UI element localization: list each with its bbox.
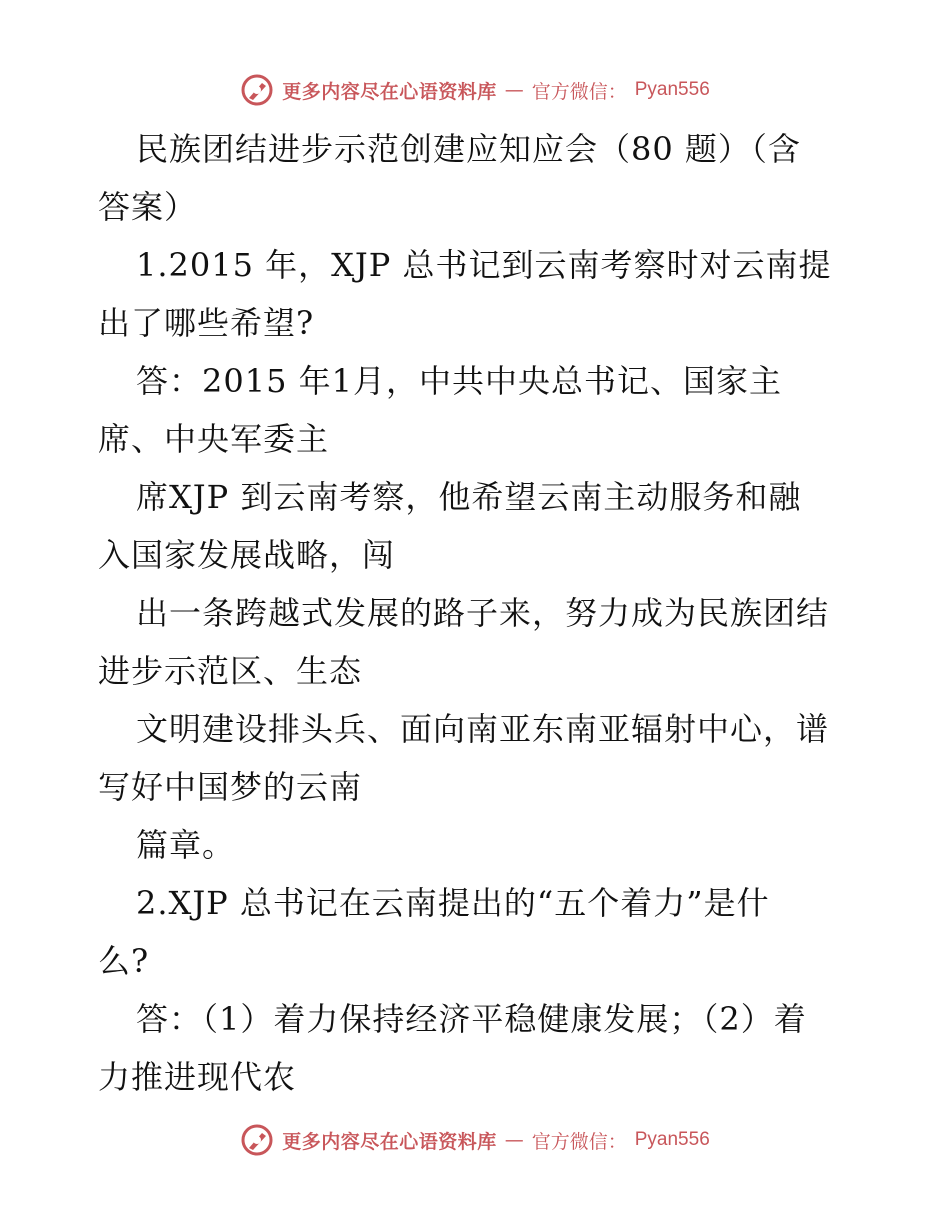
text-line: 么? [98, 942, 150, 980]
footer-watermark [0, 1120, 950, 1160]
text-line: 入国家发展战略，闯 [98, 536, 396, 574]
text-line: 答：（1）着力保持经济平稳健康发展；（2）着 [136, 1000, 807, 1038]
text-line: 文明建设排头兵、面向南亚东南亚辐射中心，谱 [136, 710, 830, 748]
watermark-wechat-handle: Pyan556 [634, 79, 710, 100]
watermark-official-label: 官方微信： [531, 1130, 627, 1153]
text-line: 力推进现代农 [98, 1058, 297, 1096]
text-line: 席XJP 到云南考察，他希望云南主动服务和融 [136, 478, 802, 516]
header-watermark [0, 70, 950, 110]
watermark-separator: — [504, 1129, 524, 1151]
text-line: 1.2015 年，XJP 总书记到云南考察时对云南提 [136, 246, 832, 284]
watermark-title: 更多内容尽在心语资料库 [282, 80, 497, 103]
watermark-official-label: 官方微信： [531, 80, 627, 103]
text-line: 出一条跨越式发展的路子来，努力成为民族团结 [136, 594, 830, 632]
text-line: 篇章。 [136, 826, 236, 864]
watermark-wechat-handle: Pyan556 [634, 1129, 710, 1150]
text-line: 写好中国梦的云南 [98, 768, 363, 806]
pen-circle-logo-icon [240, 73, 274, 107]
text-line: 民族团结进步示范创建应知应会（80 题）（含 [136, 130, 801, 168]
document-body [98, 120, 858, 1106]
watermark-separator: — [504, 79, 524, 101]
text-line: 答：2015 年1月，中共中央总书记、国家主 [136, 362, 782, 400]
text-line: 席、中央军委主 [98, 420, 330, 458]
pen-circle-logo-icon [240, 1123, 274, 1157]
watermark-title: 更多内容尽在心语资料库 [282, 1130, 497, 1153]
text-line: 出了哪些希望? [98, 304, 315, 342]
text-line: 2.XJP 总书记在云南提出的“五个着力”是什 [136, 884, 770, 922]
text-line: 答案） [98, 188, 198, 226]
text-line: 进步示范区、生态 [98, 652, 363, 690]
